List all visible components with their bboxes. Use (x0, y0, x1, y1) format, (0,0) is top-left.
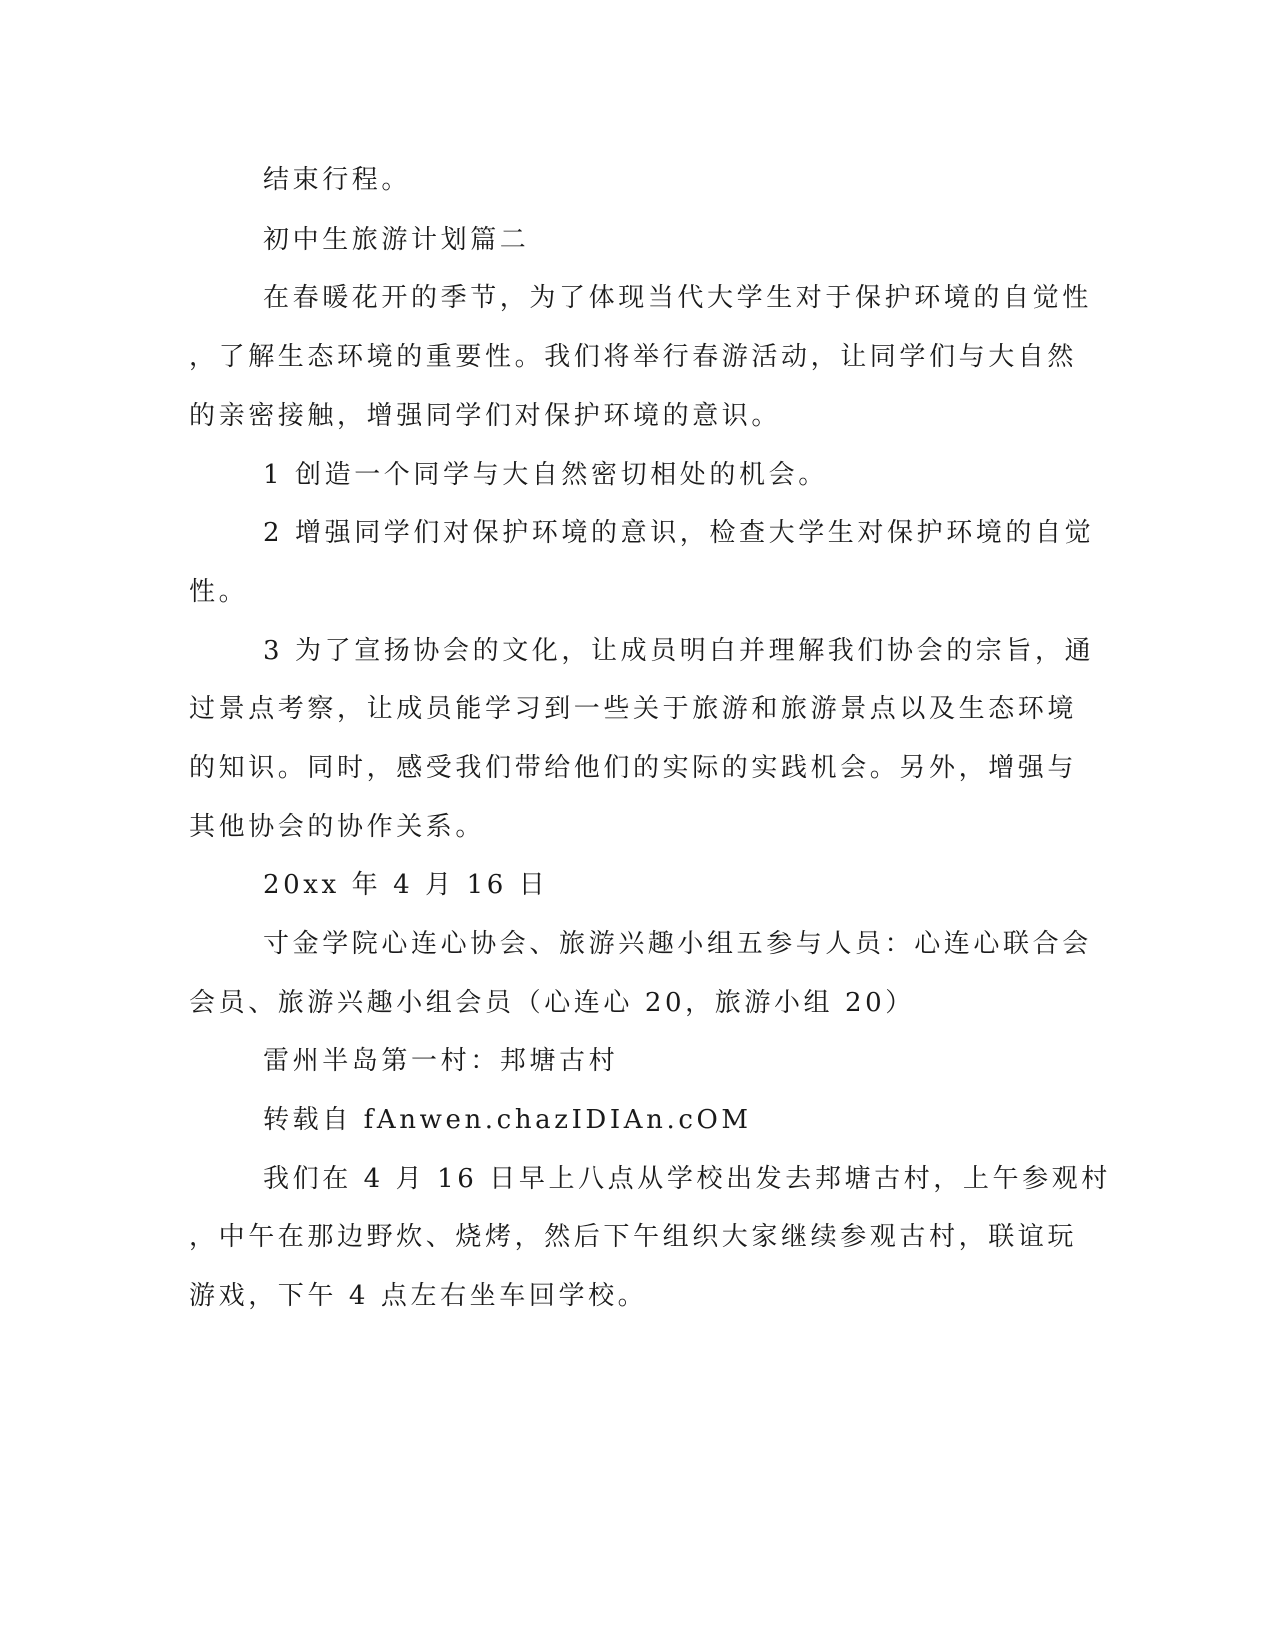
source-line: 转载自 fAnwen.chazIDIAn.cOM (263, 1105, 752, 1135)
text-line: ，中午在那边野炊、烧烤，然后下午组织大家继续参观古村，联谊玩 (189, 1222, 1078, 1252)
text-line: 雷州半岛第一村：邦塘古村 (263, 1046, 619, 1076)
section-heading: 初中生旅游计划篇二 (263, 225, 530, 255)
date-line: 20xx 年 4 月 16 日 (263, 870, 549, 900)
list-item: 1 创造一个同学与大自然密切相处的机会。 (263, 460, 828, 490)
text-line: 的亲密接触，增强同学们对保护环境的意识。 (189, 401, 782, 431)
list-item: 3 为了宣扬协会的文化，让成员明白并理解我们协会的宗旨，通 (263, 636, 1095, 666)
text-line: 会员、旅游兴趣小组会员（心连心 20，旅游小组 20） (189, 988, 915, 1018)
text-line: 游戏，下午 4 点左右坐车回学校。 (189, 1281, 648, 1311)
text-line: ，了解生态环境的重要性。我们将举行春游活动，让同学们与大自然 (189, 342, 1078, 372)
text-line: 寸金学院心连心协会、旅游兴趣小组五参与人员：心连心联合会 (263, 929, 1092, 959)
text-line: 其他协会的协作关系。 (189, 812, 486, 842)
text-line: 过景点考察，让成员能学习到一些关于旅游和旅游景点以及生态环境 (189, 694, 1078, 724)
text-line: 的知识。同时，感受我们带给他们的实际的实践机会。另外，增强与 (189, 753, 1078, 783)
text-line: 性。 (189, 577, 249, 607)
text-line: 我们在 4 月 16 日早上八点从学校出发去邦塘古村，上午参观村 (263, 1164, 1111, 1194)
text-line: 结束行程。 (263, 165, 412, 195)
list-item: 2 增强同学们对保护环境的意识，检查大学生对保护环境的自觉 (263, 518, 1095, 548)
text-line: 在春暖花开的季节，为了体现当代大学生对于保护环境的自觉性 (263, 283, 1092, 313)
